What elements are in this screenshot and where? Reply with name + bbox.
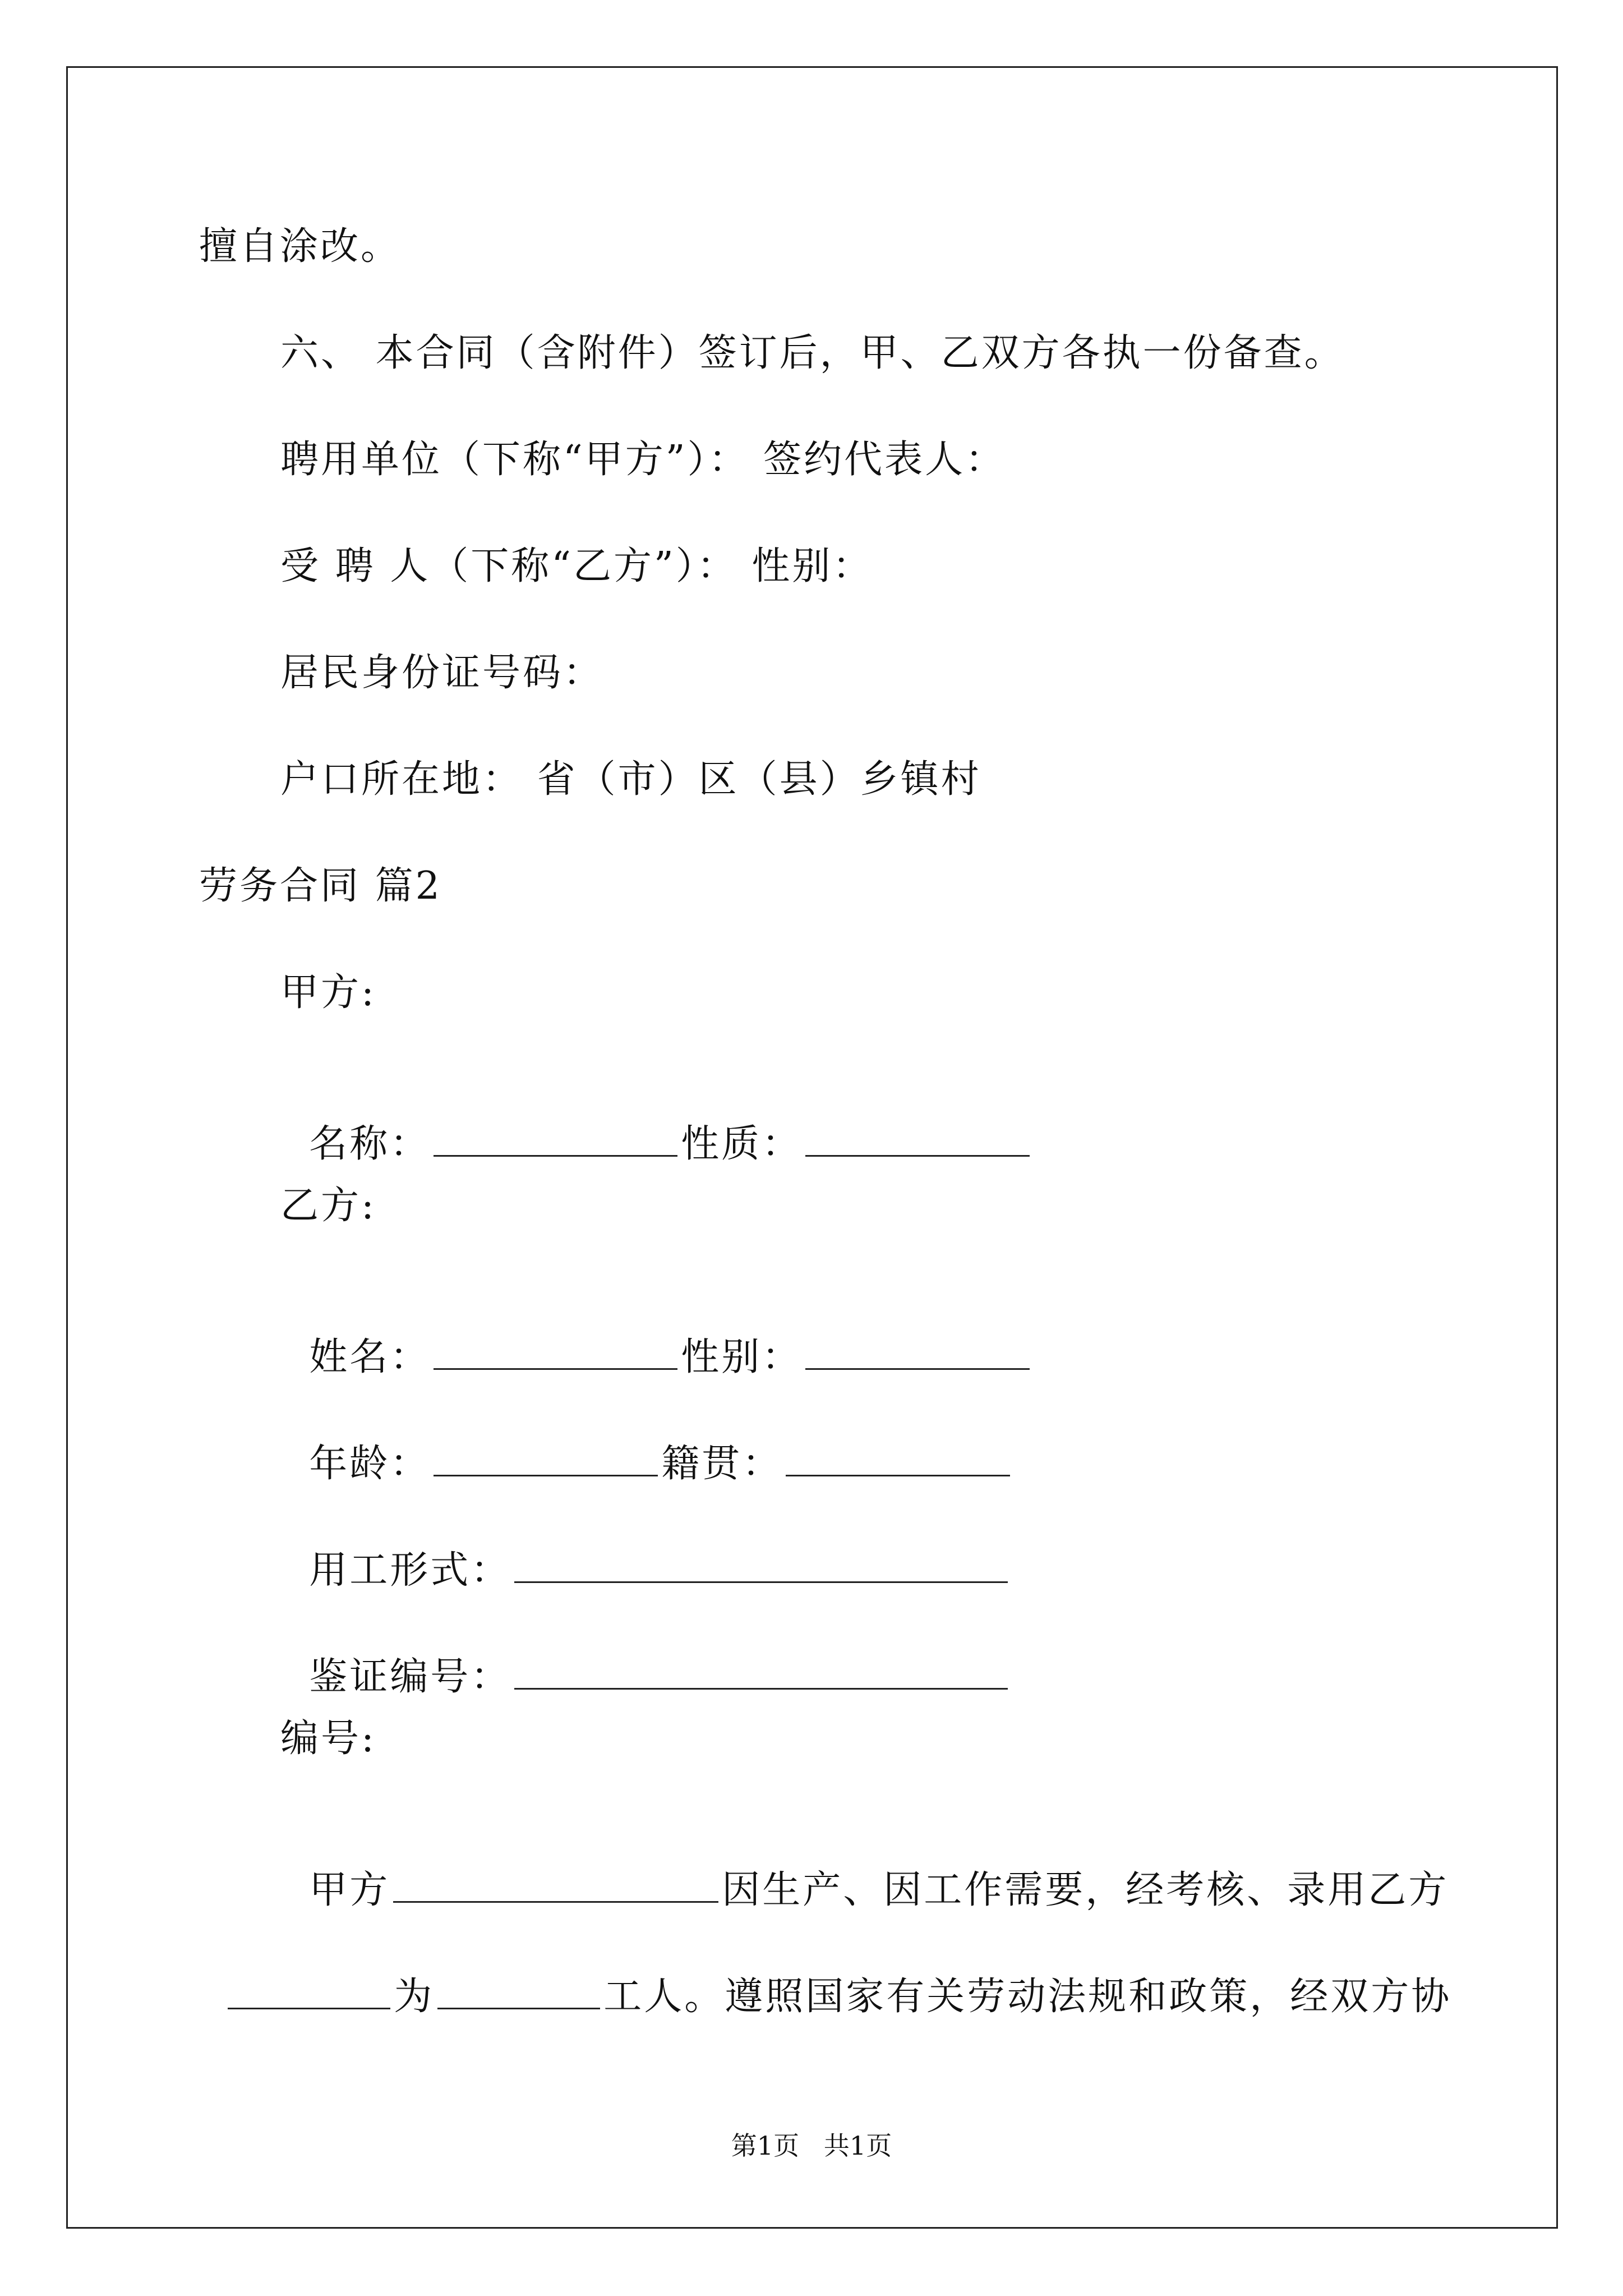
label-party-a-inline: 甲方 (309, 1868, 390, 1912)
text-line-2: 六、 本合同（含附件）签订后，甲、乙双方各执一份备查。 (280, 331, 1345, 375)
label-hometown: 籍贯： (661, 1442, 783, 1486)
blank-verification-number[interactable] (514, 1655, 1008, 1690)
form-row-name-nature (280, 1077, 1033, 1167)
blank-party-b-name[interactable] (228, 1975, 390, 2009)
label-age: 年龄： (309, 1442, 431, 1486)
label-gender: 性别： (681, 1335, 803, 1379)
text-line-number: 编号: (280, 1717, 376, 1761)
label-nature: 性质： (681, 1122, 803, 1166)
form-row-age-hometown (280, 1397, 1013, 1487)
text-line-party-a: 甲方: (280, 970, 376, 1015)
blank-employment-form[interactable] (514, 1549, 1008, 1583)
text-line-3: 聘用单位（下称“甲方”）： 签约代表人： (280, 438, 1006, 482)
blank-worker-type[interactable] (437, 1975, 600, 2009)
label-name: 名称： (309, 1122, 431, 1166)
text-line-4: 受 聘 人（下称“乙方”）： 性别： (280, 544, 873, 588)
text-line-party-b: 乙方: (280, 1184, 376, 1228)
text-line-5: 居民身份证号码： (280, 651, 604, 695)
label-verification-number: 鉴证编号： (309, 1655, 511, 1699)
paragraph-text-1: 因生产、因工作需要，经考核、录用乙方 (722, 1868, 1449, 1912)
paragraph-text-2: 工人。遵照国家有关劳动法规和政策，经双方协 (603, 1975, 1452, 2019)
blank-gender[interactable] (805, 1336, 1030, 1370)
form-row-fullname-gender (280, 1290, 1033, 1380)
label-as: 为 (394, 1975, 435, 2019)
page-footer: 第1页 共1页 (731, 2131, 892, 2161)
paragraph-line-2 (199, 1930, 1451, 2019)
label-employment-form: 用工形式： (309, 1548, 511, 1593)
blank-fullname[interactable] (434, 1336, 677, 1370)
text-line-6: 户口所在地： 省（市）区（县）乡镇村 (280, 757, 981, 802)
blank-name[interactable] (434, 1122, 677, 1157)
form-row-verification-number (280, 1610, 1011, 1700)
paragraph-line-1 (280, 1823, 1449, 1913)
blank-age[interactable] (434, 1442, 658, 1476)
label-fullname: 姓名： (309, 1335, 431, 1379)
text-line-1: 擅自涂改。 (199, 224, 402, 269)
section-heading: 劳务合同 篇2 (199, 864, 442, 908)
blank-nature[interactable] (805, 1122, 1030, 1157)
form-row-employment-form (280, 1503, 1011, 1593)
blank-party-a-name[interactable] (393, 1869, 718, 1903)
blank-hometown[interactable] (786, 1442, 1010, 1476)
